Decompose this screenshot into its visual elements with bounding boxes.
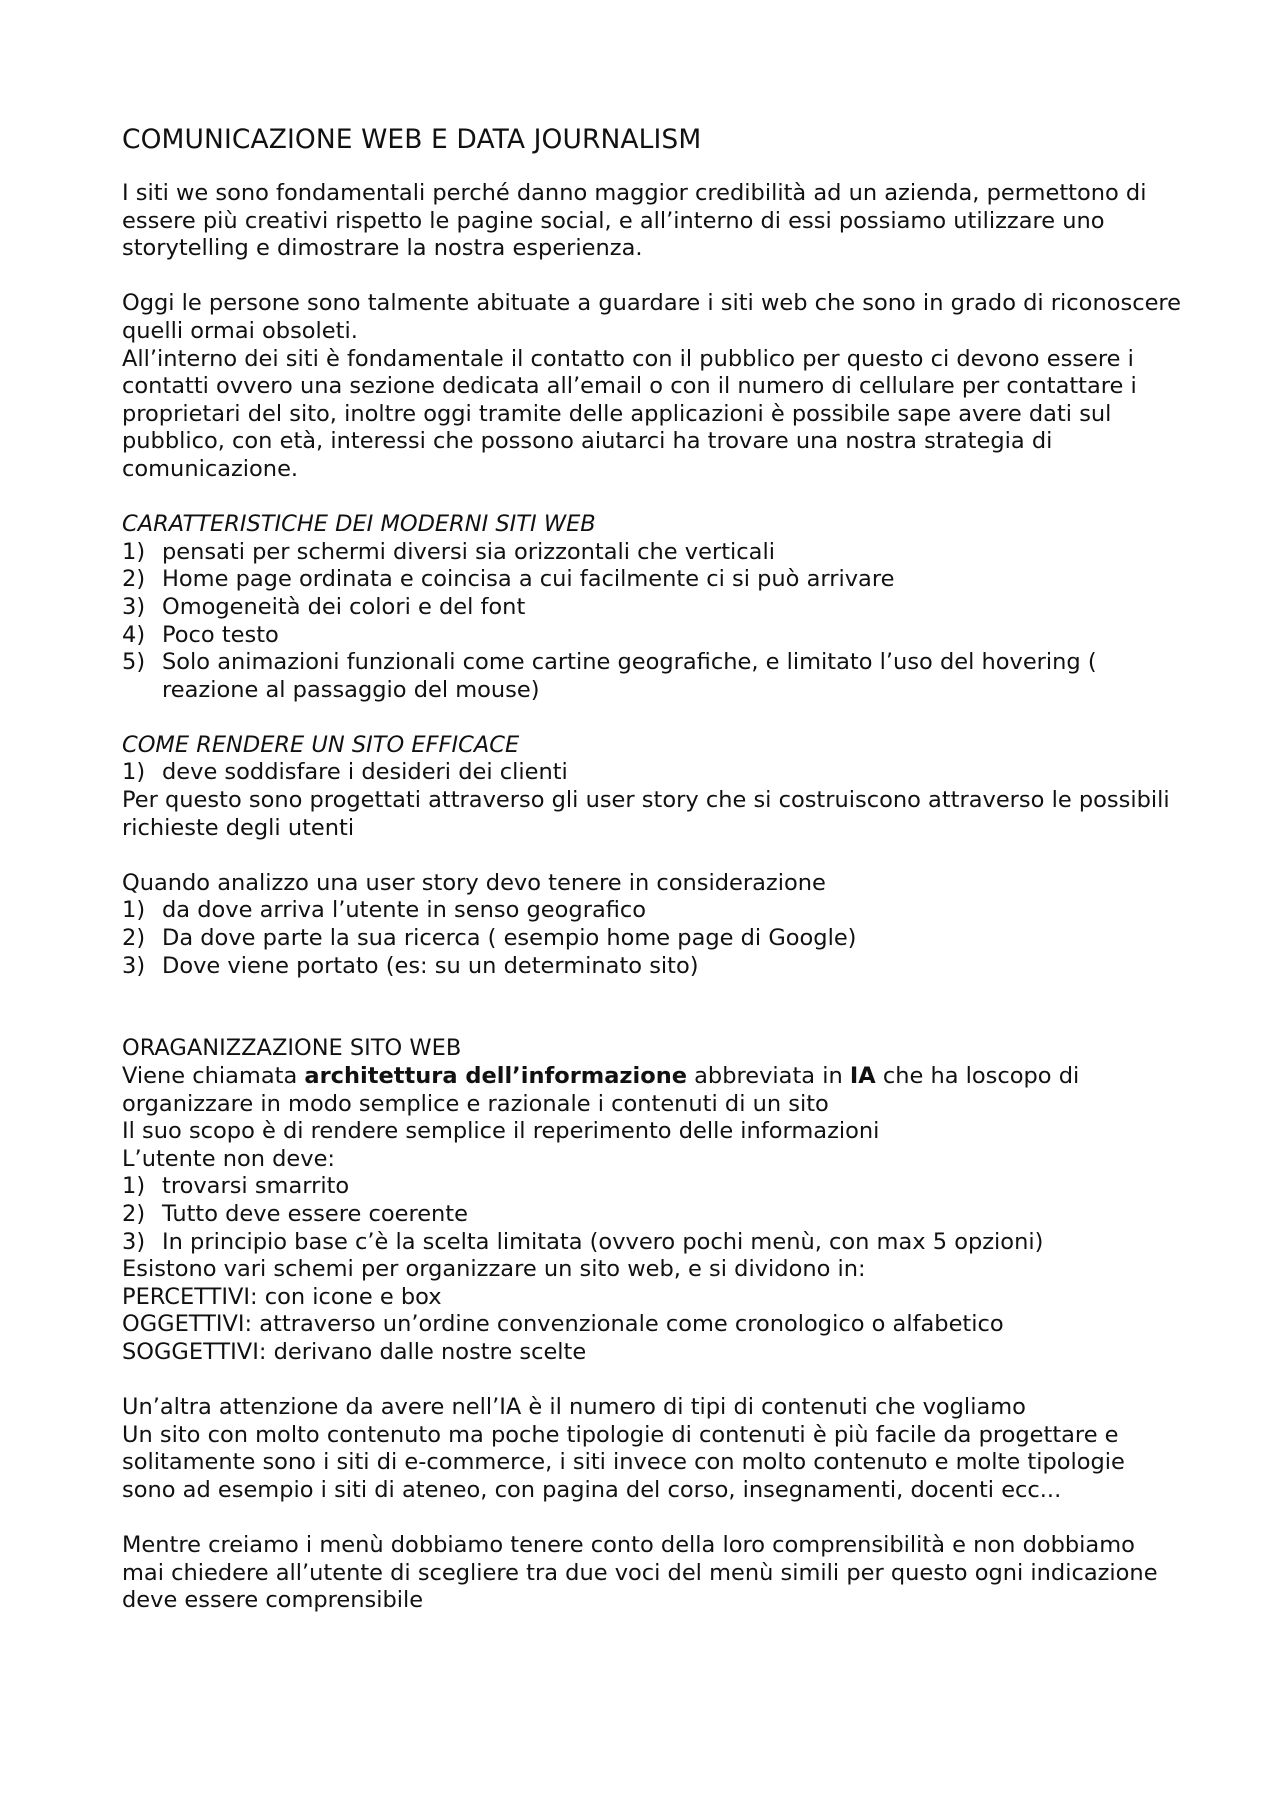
- spacer: [122, 842, 1182, 870]
- list-item: [122, 759, 1182, 787]
- bold-term-ia: IA: [849, 1063, 876, 1089]
- intro-paragraph-3: All’interno dei siti è fondamentale il contatto con il pubblico per questo ci devono essere i contatti ovvero una sezione dedicata all’email o con il numero di cellulare per contattare i proprietari del sito, inoltre oggi tramite delle applicazioni è possibile sape avere dati sul pubblico, con età, interessi che possono aiutarci ha trovare una nostra strategia di comunicazione.: [122, 345, 1137, 482]
- spacer: [122, 980, 1182, 1035]
- list-item: [122, 1201, 1182, 1229]
- list-item: [122, 925, 1182, 953]
- list-number: 1): [122, 759, 146, 786]
- attenzione-paragraph-1: Un’altra attenzione da avere nell’IA è il numero di tipi di contenuti che vogliamo: [122, 1394, 1026, 1421]
- list-number: 2): [122, 925, 146, 952]
- list-number: 4): [122, 621, 146, 648]
- section-heading-organizzazione: ORAGANIZZAZIONE SITO WEB: [122, 1035, 462, 1062]
- list-item: [122, 622, 1182, 650]
- efficace-list: [122, 759, 1182, 787]
- list-text: Solo animazioni funzionali come cartine geografiche, e limitato l’uso del hovering ( reazione al passaggio del mouse): [162, 649, 1097, 703]
- document-body: [122, 124, 1182, 1615]
- list-number: 1): [122, 897, 146, 924]
- list-number: 3): [122, 952, 146, 979]
- list-text: trovarsi smarrito: [162, 1173, 350, 1200]
- spacer: [122, 704, 1182, 732]
- list-text: Poco testo: [162, 621, 279, 648]
- caratteristiche-list: [122, 539, 1182, 705]
- list-item: [122, 539, 1182, 567]
- list-item: [122, 566, 1182, 594]
- spacer: [122, 1505, 1182, 1533]
- soggettivi-line: SOGGETTIVI: derivano dalle nostre scelte: [122, 1338, 587, 1365]
- list-item: [122, 1173, 1182, 1201]
- section-heading-caratteristiche: CARATTERISTICHE DEI MODERNI SITI WEB: [122, 511, 596, 538]
- list-text: Home page ordinata e coincisa a cui facilmente ci si può arrivare: [162, 566, 895, 593]
- list-text: da dove arriva l’utente in senso geografico: [162, 897, 647, 924]
- list-number: 2): [122, 566, 146, 593]
- list-item: [122, 897, 1182, 925]
- efficace-paragraph-1: Per questo sono progettati attraverso gli user story che si costruiscono attraverso le possibili richieste degli utenti: [122, 787, 1170, 841]
- attenzione-paragraph-2: Un sito con molto contenuto ma poche tipologie di contenuti è più facile da progettare e solitamente sono i siti di e-commerce, i siti invece con molto contenuto e molte tipologie sono ad esempio i siti di ateneo, con pagina del corso, insegnamenti, docenti ecc...: [122, 1421, 1125, 1503]
- list-item: [122, 953, 1182, 981]
- intro-paragraph-2: Oggi le persone sono talmente abituate a guardare i siti web che sono in grado di riconoscere quelli ormai obsoleti.: [122, 290, 1182, 344]
- user-story-list: [122, 897, 1182, 980]
- menu-paragraph: Mentre creiamo i menù dobbiamo tenere conto della loro comprensibilità e non dobbiamo mai chiedere all’utente di scegliere tra due voci del menù simili per questo ogni indicazione deve essere comprensibile: [122, 1532, 1158, 1614]
- list-text: Omogeneità dei colori e del font: [162, 593, 526, 620]
- utente-list: [122, 1173, 1182, 1256]
- organizzazione-paragraph-1: [122, 1063, 1182, 1118]
- document-title: COMUNICAZIONE WEB E DATA JOURNALISM: [122, 124, 702, 155]
- text-run: Viene chiamata: [122, 1063, 305, 1089]
- list-text: deve soddisfare i desideri dei clienti: [162, 759, 568, 786]
- list-text: pensati per schermi diversi sia orizzontali che verticali: [162, 538, 775, 565]
- spacer: [122, 484, 1182, 512]
- list-number: 3): [122, 1228, 146, 1255]
- list-item: [122, 649, 1182, 704]
- list-number: 5): [122, 649, 146, 676]
- list-text: Tutto deve essere coerente: [162, 1200, 468, 1227]
- list-number: 3): [122, 593, 146, 620]
- text-run: che ha loscopo di organizzare in modo semplice e razionale i contenuti di un sito: [122, 1063, 1080, 1117]
- organizzazione-paragraph-2: Il suo scopo è di rendere semplice il reperimento delle informazioni: [122, 1118, 880, 1145]
- organizzazione-paragraph-3: L’utente non deve:: [122, 1145, 335, 1172]
- spacer: [122, 263, 1182, 291]
- schemi-paragraph: Esistono vari schemi per organizzare un sito web, e si dividono in:: [122, 1256, 866, 1283]
- percettivi-line: PERCETTIVI: con icone e box: [122, 1283, 442, 1310]
- text-run: abbreviata in: [686, 1063, 850, 1089]
- list-number: 1): [122, 1173, 146, 1200]
- list-item: [122, 1229, 1182, 1257]
- list-text: Dove viene portato (es: su un determinato sito): [162, 952, 699, 979]
- list-item: [122, 594, 1182, 622]
- oggettivi-line: OGGETTIVI: attraverso un’ordine convenzionale come cronologico o alfabetico: [122, 1311, 1004, 1338]
- list-text: In principio base c’è la scelta limitata (ovvero pochi menù, con max 5 opzioni): [162, 1228, 1044, 1255]
- list-number: 2): [122, 1200, 146, 1227]
- intro-paragraph-1: I siti we sono fondamentali perché danno maggior credibilità ad un azienda, permettono di essere più creativi rispetto le pagine social, e all’interno di essi possiamo utilizzare uno storytelling e dimostrare la nostra esperienza.: [122, 180, 1147, 262]
- list-text: Da dove parte la sua ricerca ( esempio home page di Google): [162, 925, 857, 952]
- list-number: 1): [122, 538, 146, 565]
- bold-term-architettura: architettura dell’informazione: [304, 1063, 687, 1089]
- spacer: [122, 1367, 1182, 1395]
- section-heading-efficace: COME RENDERE UN SITO EFFICACE: [122, 731, 520, 758]
- efficace-paragraph-2: Quando analizzo una user story devo tenere in considerazione: [122, 869, 826, 896]
